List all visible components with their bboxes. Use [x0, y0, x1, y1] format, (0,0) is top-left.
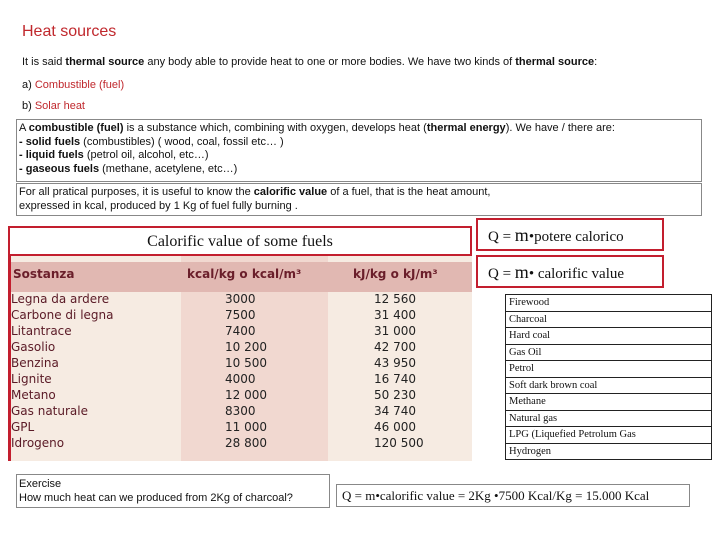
kj-value: 50 230 [374, 388, 416, 402]
formula-m: m [514, 225, 529, 245]
formula-rest: • calorific value [528, 266, 625, 282]
substance-name: Litantrace [11, 324, 72, 338]
translation-item: Natural gas [506, 411, 711, 428]
exercise-heading: Exercise [19, 478, 62, 490]
formula-q: Q = [488, 229, 515, 245]
table-row [11, 341, 472, 353]
term-combustible: combustible (fuel) [28, 122, 124, 134]
formula-rest: •potere calorico [528, 229, 624, 245]
term-calorific-value: calorific value [253, 186, 328, 198]
text: is a substance which, combining with oxygen, develops heat ( [123, 122, 427, 134]
table-caption: Calorific value of some fuels [8, 226, 472, 256]
definition-term2: thermal source [515, 56, 595, 68]
header-kj: kJ/kg o kJ/m³ [353, 267, 438, 281]
text: A [19, 122, 29, 134]
answer-box: Q = m•calorific value = 2Kg •7500 Kcal/Kg = 15.000 Kcal [336, 484, 690, 507]
table-row [11, 405, 472, 417]
calorific-line-2: expressed in kcal, produced by 1 Kg of fuel fully burning . [19, 200, 298, 212]
kcal-value: 4000 [225, 372, 256, 386]
header-kcal: kcal/kg o kcal/m³ [187, 267, 302, 281]
translation-item: Soft dark brown coal [506, 378, 711, 395]
kind-item-fuel [22, 79, 124, 91]
calorific-table-photo [8, 232, 472, 461]
text: (methane, acetylene, etc…) [99, 162, 238, 175]
fuel-line-gaseous [19, 163, 701, 177]
kcal-value: 28 800 [225, 436, 267, 450]
kcal-value: 7500 [225, 308, 256, 322]
kcal-value: 12 000 [225, 388, 267, 402]
kind-label: Combustible (fuel) [34, 79, 125, 91]
kj-value: 16 740 [374, 372, 416, 386]
term-thermal-energy: thermal energy [426, 122, 506, 134]
definition-end: : [594, 56, 598, 68]
exercise-question: How much heat can we produced from 2Kg of charcoal? [19, 492, 293, 504]
kj-value: 34 740 [374, 404, 416, 418]
definition-pre: It is said [22, 56, 66, 68]
substance-name: Idrogeno [11, 436, 65, 450]
text: of a fuel, that is the heat amount, [327, 186, 491, 198]
formula-italian [476, 218, 664, 251]
calorific-line-1 [19, 185, 701, 199]
translation-item: Charcoal [506, 312, 711, 329]
term-gaseous-fuels: - gaseous fuels [19, 162, 100, 175]
formula-q: Q = [488, 266, 515, 282]
definition-mid: any body able to provide heat to one or more bodies. We have two kinds of [144, 56, 516, 68]
table-row [11, 373, 472, 385]
formula-m: m [514, 262, 529, 282]
calorific-definition-box [16, 183, 702, 216]
text: ). We have / there are: [505, 122, 615, 134]
term-liquid-fuels: - liquid fuels [19, 149, 84, 161]
kcal-value: 10 500 [225, 356, 267, 370]
substance-name: Carbone di legna [11, 308, 114, 322]
kj-value: 12 560 [374, 292, 416, 306]
kj-value: 31 400 [374, 308, 416, 322]
substance-name: Legna da ardere [11, 292, 110, 306]
exercise-box [16, 474, 330, 508]
kj-value: 46 000 [374, 420, 416, 434]
table-row [11, 325, 472, 337]
translation-item: Gas Oil [506, 345, 711, 362]
kind-label: Solar heat [34, 100, 85, 112]
translation-item: Methane [506, 394, 711, 411]
substance-name: Lignite [11, 372, 52, 386]
translation-item: Hard coal [506, 328, 711, 345]
kcal-value: 3000 [225, 292, 256, 306]
table-row [11, 309, 472, 321]
fuel-line-solid [19, 136, 701, 150]
formula-english [476, 255, 664, 288]
table-row [11, 389, 472, 401]
translation-item: LPG (Liquefied Petrolum Gas [506, 427, 711, 444]
table-row [11, 357, 472, 369]
kj-value: 120 500 [374, 436, 424, 450]
text: For all pratical purposes, it is useful to know the [19, 186, 254, 198]
substance-name: Benzina [11, 356, 59, 370]
kind-item-solar [22, 100, 85, 112]
definition-text [22, 56, 597, 68]
kcal-value: 11 000 [225, 420, 267, 434]
substance-name: Metano [11, 388, 56, 402]
substance-name: Gas naturale [11, 404, 88, 418]
text: (petrol oil, alcohol, etc…) [83, 149, 209, 161]
kind-prefix: a) [22, 79, 35, 91]
kj-value: 31 000 [374, 324, 416, 338]
translation-item: Hydrogen [509, 445, 551, 457]
substance-name: Gasolio [11, 340, 56, 354]
term-solid-fuels: - solid fuels [19, 135, 81, 148]
kj-value: 42 700 [374, 340, 416, 354]
kcal-value: 8300 [225, 404, 256, 418]
kj-value: 43 950 [374, 356, 416, 370]
kcal-value: 7400 [225, 324, 256, 338]
translation-item: Firewood [506, 295, 711, 312]
translation-item: Petrol [506, 361, 711, 378]
kcal-value: 10 200 [225, 340, 267, 354]
definition-term: thermal source [65, 56, 145, 68]
translation-list [505, 294, 712, 460]
table-row [11, 421, 472, 433]
page-title: Heat sources [22, 23, 117, 40]
table-row [11, 437, 472, 449]
text: (combustibles) ( wood, coal, fossil etc… ) [80, 135, 284, 148]
substance-name: GPL [11, 420, 35, 434]
fuel-definition-box [16, 119, 702, 182]
header-substance: Sostanza [13, 267, 75, 281]
table-row [11, 293, 472, 305]
fuel-line-liquid [19, 149, 701, 163]
fuel-line-1 [19, 122, 701, 136]
kind-prefix: b) [22, 100, 35, 112]
